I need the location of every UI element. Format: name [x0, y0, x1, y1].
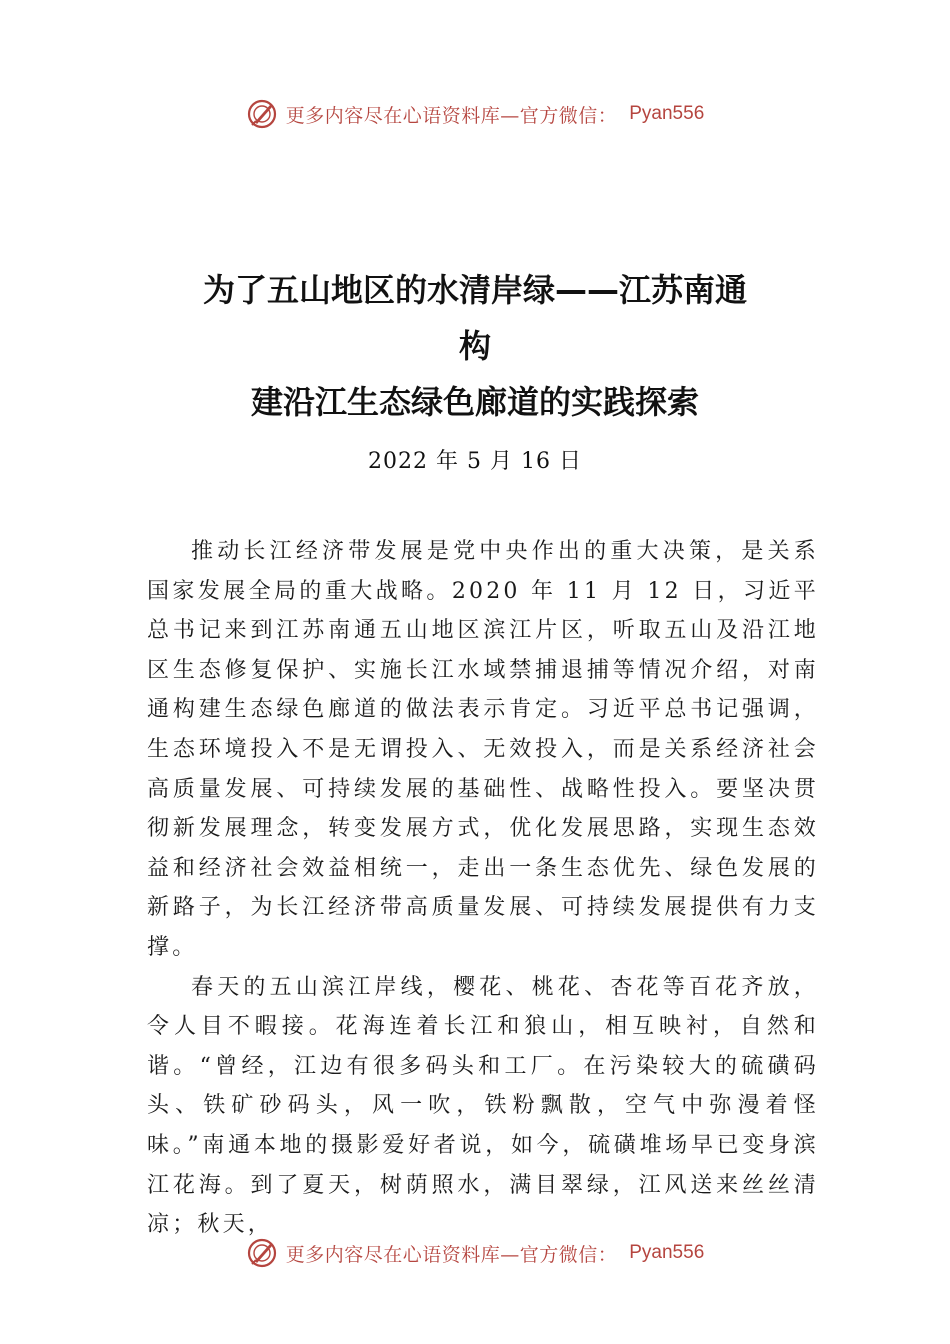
- watermark-text: 更多内容尽在心语资料库—官方微信：: [285, 104, 618, 127]
- document-body: [147, 532, 819, 1245]
- watermark-header: [0, 94, 950, 134]
- document-title: [0, 262, 950, 430]
- watermark-wechat-id: Pyan556: [629, 1242, 705, 1263]
- watermark-text: 更多内容尽在心语资料库—官方微信：: [285, 1243, 618, 1266]
- paragraph-1: 推动长江经济带发展是党中央作出的重大决策，是关系国家发展全局的重大战略。2020 年 11 月 12 日，习近平总书记来到江苏南通五山地区滨江片区，听取五山及沿江地区生态修复保护、实施长江水域禁捕退捕等情况介绍，对南通构建生态绿色廊道的做法表示肯定。习近平总书记强调，生态环境投入不是无谓投入、无效投入，而是关系经济社会高质量发展、可持续发展的基础性、战略性投入。要坚决贯彻新发展理念，转变发展方式，优化发展思路，实现生态效益和经济社会效益相统一，走出一条生态优先、绿色发展的新路子，为长江经济带高质量发展、可持续发展提供有力支撑。: [147, 539, 819, 960]
- logo-icon: [246, 1237, 278, 1269]
- paragraph-2: 春天的五山滨江岸线，樱花、桃花、杏花等百花齐放，令人目不暇接。花海连着长江和狼山，相互映衬，自然和谐。“曾经，江边有很多码头和工厂。在污染较大的硫磺码头、铁矿砂码头，风一吹，铁粉飘散，空气中弥漫着怪味。”南通本地的摄影爱好者说，如今，硫磺堆场早已变身滨江花海。到了夏天，树荫照水，满目翠绿，江风送来丝丝清凉；秋天，: [147, 974, 819, 1238]
- watermark-wechat-id: Pyan556: [629, 103, 705, 124]
- title-line-2: 构: [458, 327, 491, 365]
- watermark-footer: [0, 1233, 950, 1273]
- title-line-1: 为了五山地区的水清岸绿——江苏南通: [202, 271, 747, 309]
- logo-icon: [246, 98, 278, 130]
- document-date: 2022 年 5 月 16 日: [368, 449, 582, 474]
- title-line-3: 建沿江生态绿色廊道的实践探索: [250, 383, 699, 421]
